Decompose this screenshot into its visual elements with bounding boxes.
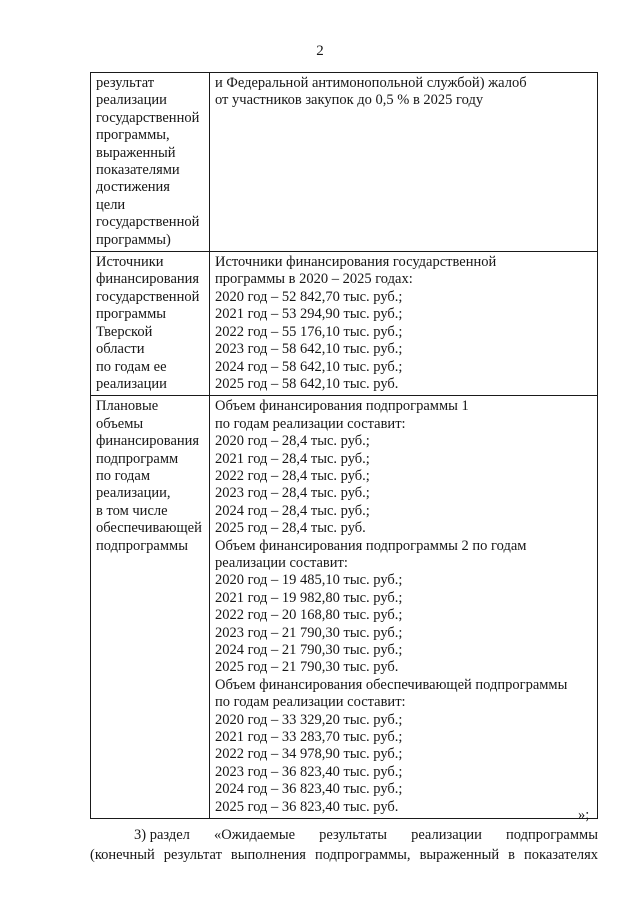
label-line: объемы	[96, 415, 144, 432]
label-cell-funding-sources	[91, 252, 210, 396]
label-cell-subprogram-funding	[91, 396, 210, 819]
value-line: 2025 год – 36 823,40 тыс. руб.	[215, 798, 399, 815]
value-line: 2020 год – 19 485,10 тыс. руб.;	[215, 572, 403, 589]
value-line: 2024 год – 36 823,40 тыс. руб.;	[215, 781, 403, 798]
table-row-subprogram-funding	[91, 396, 598, 819]
value-line: по годам реализации составит:	[215, 415, 406, 432]
value-line: 2024 год – 21 790,30 тыс. руб.;	[215, 642, 403, 658]
label-line: Тверской	[96, 323, 153, 340]
label-line: реализации	[96, 375, 167, 392]
label-line: реализации	[96, 92, 167, 109]
label-line: государственной	[96, 214, 200, 231]
paragraph-word: подпрограммы	[506, 827, 598, 843]
value-line: программы в 2020 – 2025 годах:	[215, 271, 413, 288]
program-passport-table	[90, 72, 598, 819]
value-line: 2023 год – 58 642,10 тыс. руб.;	[215, 341, 403, 358]
value-line: 2022 год – 28,4 тыс. руб.;	[215, 467, 370, 484]
label-line: финансирования	[96, 271, 200, 288]
label-cell-result	[91, 73, 210, 252]
value-cell-result	[210, 73, 598, 252]
value-line: от участников закупок до 0,5 % в 2025 году	[215, 92, 484, 109]
value-line: 2020 год – 33 329,20 тыс. руб.;	[215, 711, 403, 728]
value-line: 2024 год – 28,4 тыс. руб.;	[215, 502, 370, 519]
label-line: достижения	[96, 179, 170, 196]
label-line: государственной	[96, 288, 200, 305]
paragraph-line-1	[134, 826, 598, 844]
value-line: Объем финансирования подпрограммы 2 по годам	[215, 537, 527, 554]
value-line: 2022 год – 20 168,80 тыс. руб.;	[215, 607, 403, 624]
label-line: в том числе	[96, 502, 168, 519]
label-line: программы)	[96, 231, 171, 248]
label-line: финансирования	[96, 433, 200, 450]
value-line: и Федеральной антимонопольной службой) жалоб	[215, 75, 527, 91]
label-line: Источники	[96, 254, 164, 271]
value-line: 2024 год – 58 642,10 тыс. руб.;	[215, 358, 403, 375]
label-line: государственной	[96, 109, 200, 126]
label-line: результат	[96, 75, 155, 91]
value-line: 2020 год – 52 842,70 тыс. руб.;	[215, 288, 403, 305]
value-line: 2025 год – 58 642,10 тыс. руб.	[215, 375, 399, 392]
label-line: выраженный	[96, 144, 176, 161]
table-row-result	[91, 73, 598, 252]
paragraph-word: 3) раздел	[134, 827, 190, 843]
value-line: 2022 год – 34 978,90 тыс. руб.;	[215, 746, 403, 763]
value-line: Источники финансирования государственной	[215, 254, 497, 271]
value-line: 2021 год – 33 283,70 тыс. руб.;	[215, 729, 403, 746]
paragraph-word: результаты	[319, 827, 387, 843]
label-line: области	[96, 341, 145, 358]
value-line: 2023 год – 28,4 тыс. руб.;	[215, 485, 370, 502]
label-line: подпрограмм	[96, 450, 179, 467]
closing-quote-mark: »;	[578, 807, 590, 823]
label-line: цели	[96, 196, 126, 213]
paragraph-word: «Ожидаемые	[213, 827, 296, 843]
label-line: реализации,	[96, 485, 171, 502]
paragraph-word: реализации	[411, 827, 482, 843]
label-line: показателями	[96, 162, 180, 179]
value-line: 2021 год – 19 982,80 тыс. руб.;	[215, 589, 403, 606]
value-cell-subprogram-funding	[210, 396, 598, 819]
value-line: 2020 год – 28,4 тыс. руб.;	[215, 433, 370, 450]
paragraph-line-2: (конечный результат выполнения подпрограммы, выраженный в показателях	[90, 847, 598, 863]
table-row-funding-sources	[91, 252, 598, 396]
value-line: Объем финансирования подпрограммы 1	[215, 398, 469, 415]
label-line: по годам	[96, 467, 151, 484]
value-cell-funding-sources	[210, 252, 598, 396]
value-line: 2025 год – 21 790,30 тыс. руб.	[215, 659, 399, 676]
value-line: реализации составит:	[215, 554, 348, 571]
value-line: 2023 год – 21 790,30 тыс. руб.;	[215, 624, 403, 641]
label-line: Плановые	[96, 398, 159, 415]
label-line: обеспечивающей	[96, 520, 202, 537]
label-line: программы	[96, 306, 166, 323]
value-line: 2021 год – 28,4 тыс. руб.;	[215, 450, 370, 467]
value-line: Объем финансирования обеспечивающей подпрограммы	[215, 676, 568, 693]
value-line: 2025 год – 28,4 тыс. руб.	[215, 520, 366, 537]
page-number: 2	[316, 43, 324, 59]
label-line: подпрограммы	[96, 537, 188, 554]
label-line: программы,	[96, 127, 170, 144]
label-line: по годам ее	[96, 358, 167, 375]
value-line: 2023 год – 36 823,40 тыс. руб.;	[215, 763, 403, 780]
value-line: 2021 год – 53 294,90 тыс. руб.;	[215, 306, 403, 323]
value-line: по годам реализации составит:	[215, 694, 406, 711]
value-line: 2022 год – 55 176,10 тыс. руб.;	[215, 323, 403, 340]
